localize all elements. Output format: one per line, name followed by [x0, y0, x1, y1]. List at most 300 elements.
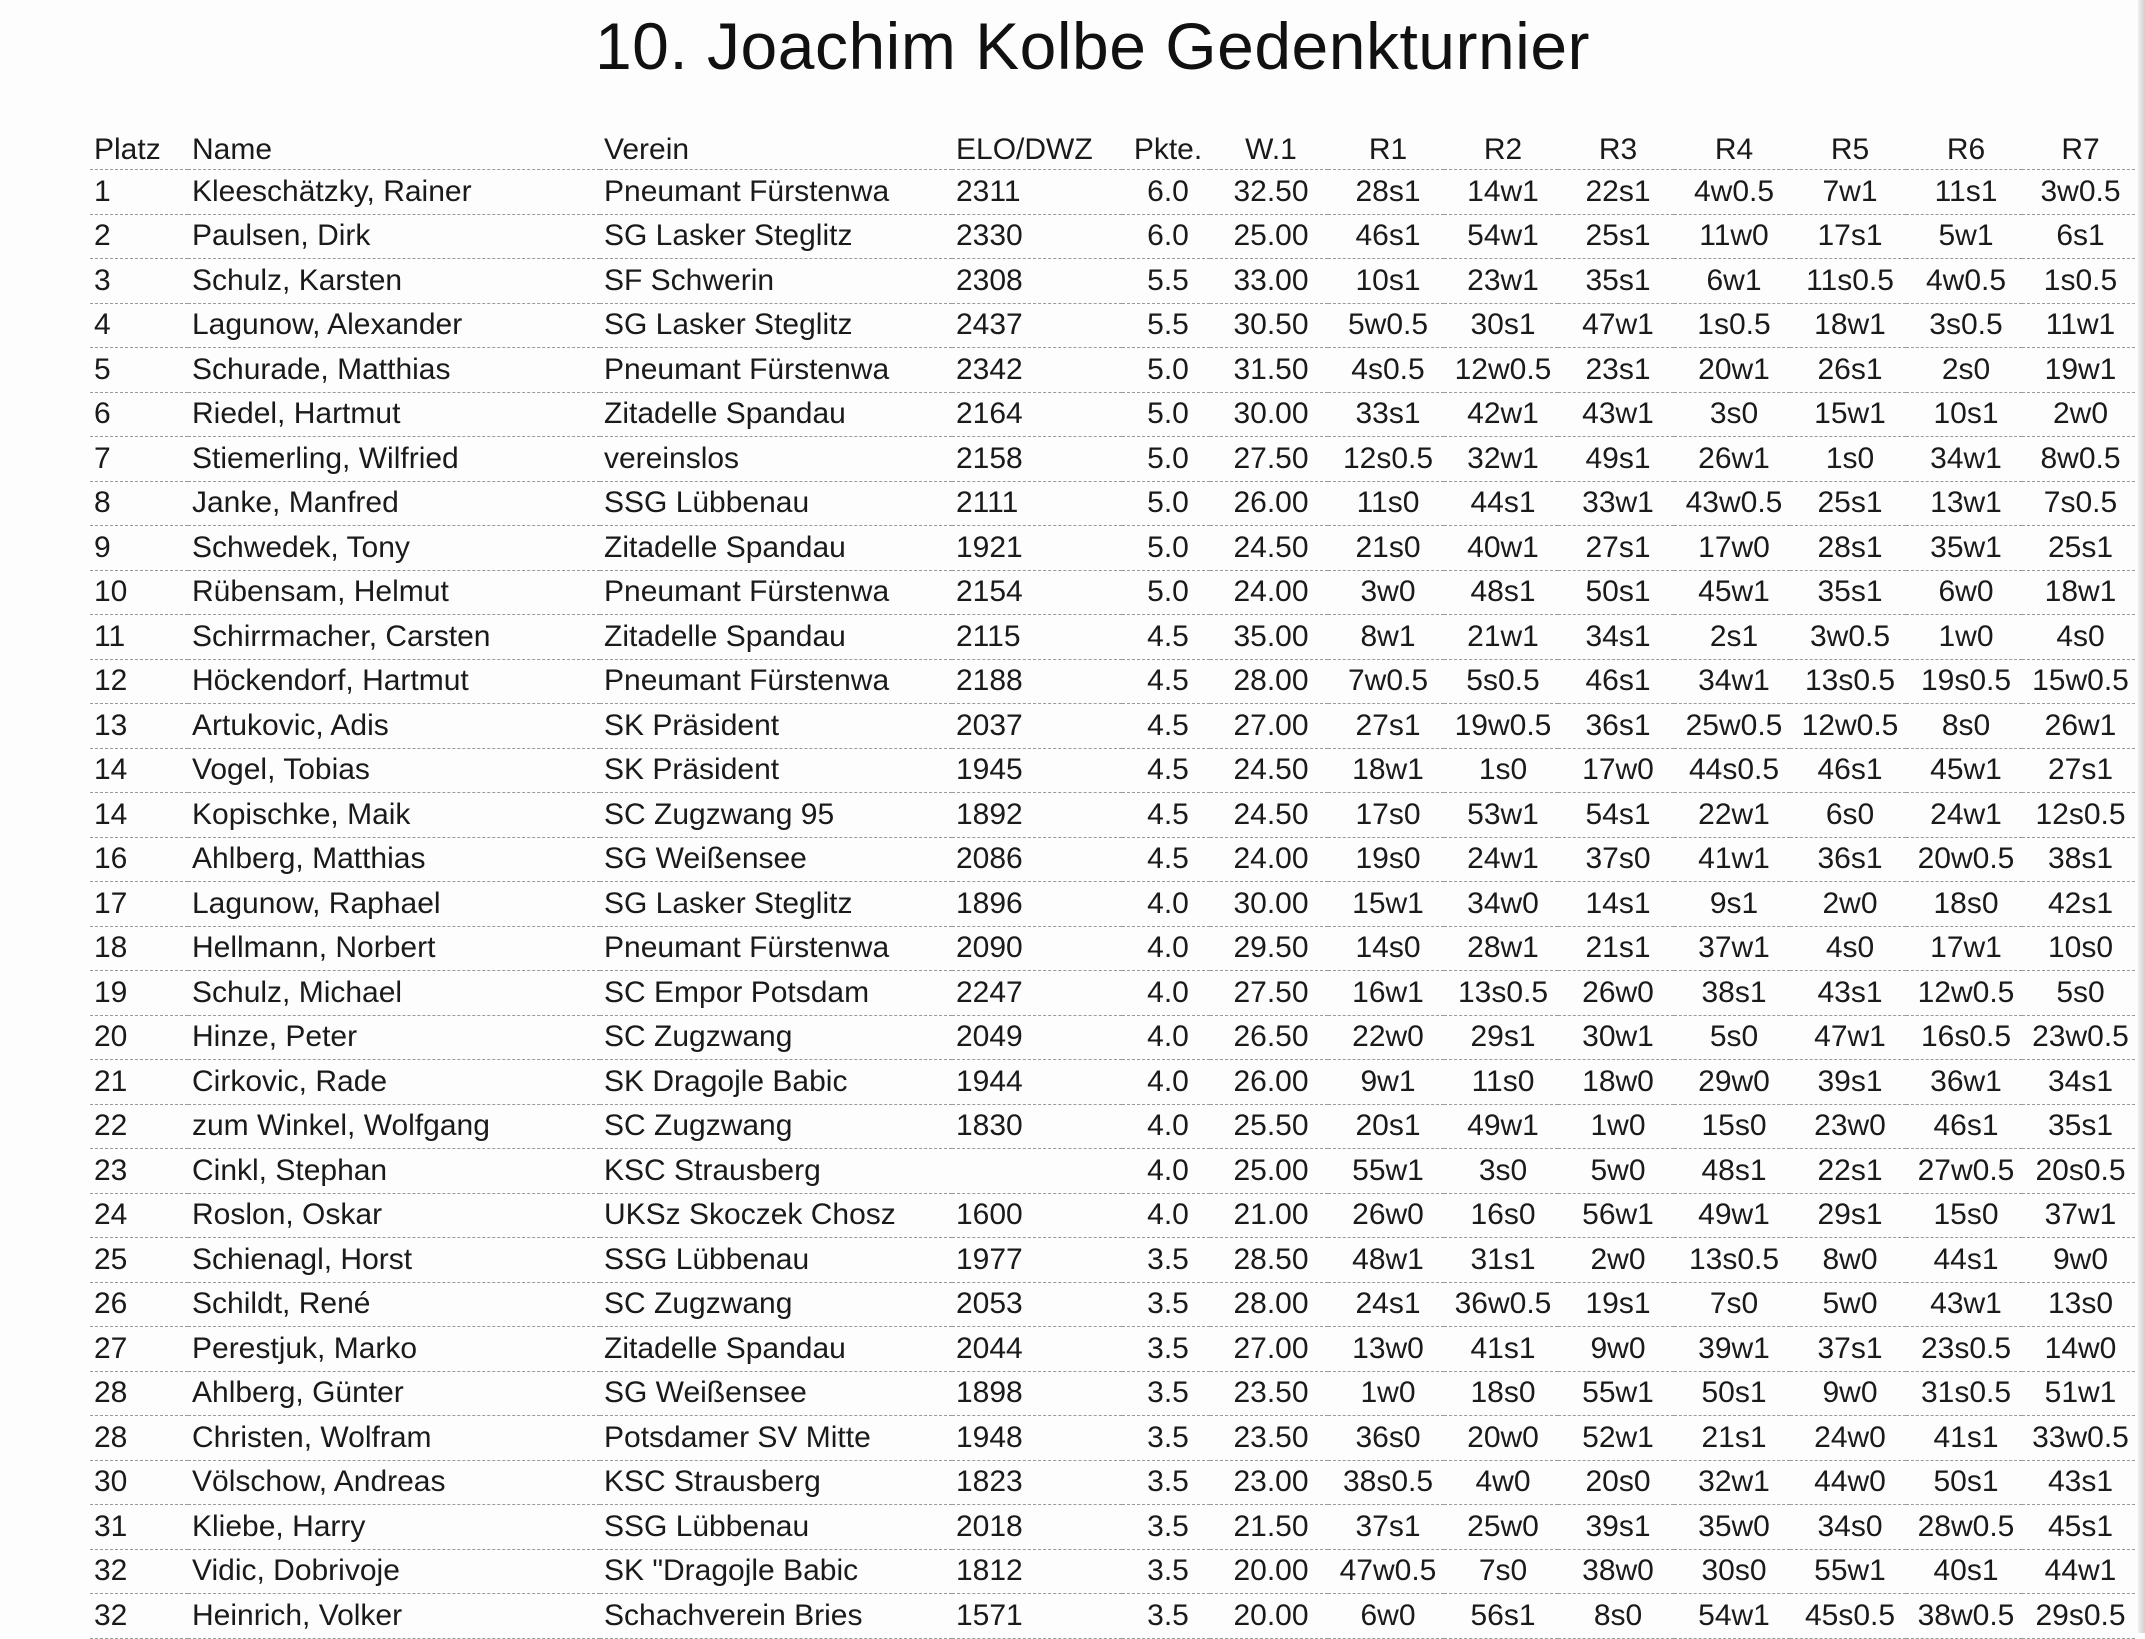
cell-verein: Pneumant Fürstenwa [600, 570, 952, 615]
cell-r3: 5w0 [1558, 1149, 1674, 1194]
cell-r6: 50s1 [1906, 1460, 2022, 1505]
cell-r1: 7w0.5 [1328, 659, 1444, 704]
cell-r3: 1w0 [1558, 1104, 1674, 1149]
cell-r4: 32w1 [1674, 1460, 1790, 1505]
cell-w1: 23.50 [1210, 1416, 1328, 1461]
table-row [90, 348, 2135, 393]
cell-r1: 20s1 [1328, 1104, 1444, 1149]
cell-r1: 24s1 [1328, 1282, 1444, 1327]
cell-r5: 47w1 [1790, 1015, 1906, 1060]
cell-pkte: 3.5 [1122, 1505, 1210, 1550]
cell-r1: 18w1 [1328, 748, 1444, 793]
cell-r3: 23s1 [1558, 348, 1674, 393]
cell-r2: 41s1 [1444, 1327, 1558, 1372]
cell-platz: 9 [90, 526, 188, 571]
cell-elo-dwz: 2049 [952, 1015, 1122, 1060]
cell-r5: 29s1 [1790, 1193, 1906, 1238]
table-row [90, 526, 2135, 571]
cell-r6: 27w0.5 [1906, 1149, 2022, 1194]
cell-r4: 3s0 [1674, 392, 1790, 437]
cell-platz: 3 [90, 259, 188, 304]
cell-name: Hellmann, Norbert [188, 926, 600, 971]
cell-w1: 21.00 [1210, 1193, 1328, 1238]
cell-name: Lagunow, Raphael [188, 882, 600, 927]
cell-r6: 17w1 [1906, 926, 2022, 971]
table-body [90, 170, 2135, 1639]
cell-r5: 46s1 [1790, 748, 1906, 793]
table-row [90, 659, 2135, 704]
cell-r4: 49w1 [1674, 1193, 1790, 1238]
cell-name: Kleeschätzky, Rainer [188, 170, 600, 215]
cell-pkte: 3.5 [1122, 1282, 1210, 1327]
cell-r7: 7s0.5 [2022, 481, 2135, 526]
cell-r5: 23w0 [1790, 1104, 1906, 1149]
cell-r5: 18w1 [1790, 303, 1906, 348]
cell-platz: 31 [90, 1505, 188, 1550]
cell-r3: 9w0 [1558, 1327, 1674, 1372]
cell-r7: 27s1 [2022, 748, 2135, 793]
cell-pkte: 5.0 [1122, 481, 1210, 526]
cell-r6: 34w1 [1906, 437, 2022, 482]
cell-r2: 40w1 [1444, 526, 1558, 571]
cell-platz: 7 [90, 437, 188, 482]
cell-r1: 28s1 [1328, 170, 1444, 215]
cell-elo-dwz: 2053 [952, 1282, 1122, 1327]
cell-w1: 24.50 [1210, 793, 1328, 838]
cell-r7: 51w1 [2022, 1371, 2135, 1416]
table-row [90, 1238, 2135, 1283]
cell-name: Lagunow, Alexander [188, 303, 600, 348]
cell-r2: 20w0 [1444, 1416, 1558, 1461]
cell-r3: 50s1 [1558, 570, 1674, 615]
cell-r7: 45s1 [2022, 1505, 2135, 1550]
cell-r7: 12s0.5 [2022, 793, 2135, 838]
cell-r4: 7s0 [1674, 1282, 1790, 1327]
cell-r4: 29w0 [1674, 1060, 1790, 1105]
cell-r1: 11s0 [1328, 481, 1444, 526]
cell-verein: SG Weißensee [600, 1371, 952, 1416]
cell-platz: 25 [90, 1238, 188, 1283]
cell-name: Cirkovic, Rade [188, 1060, 600, 1105]
cell-r5: 34s0 [1790, 1505, 1906, 1550]
cell-r6: 6w0 [1906, 570, 2022, 615]
cell-elo-dwz: 2342 [952, 348, 1122, 393]
cell-r5: 6s0 [1790, 793, 1906, 838]
cell-r7: 35s1 [2022, 1104, 2135, 1149]
cell-verein: SSG Lübbenau [600, 1505, 952, 1550]
cell-verein: SG Lasker Steglitz [600, 303, 952, 348]
cell-r5: 44w0 [1790, 1460, 1906, 1505]
cell-name: Hinze, Peter [188, 1015, 600, 1060]
cell-r4: 44s0.5 [1674, 748, 1790, 793]
column-header-name: Name [192, 133, 273, 166]
cell-elo-dwz: 1921 [952, 526, 1122, 571]
cell-platz: 32 [90, 1594, 188, 1639]
cell-r7: 3w0.5 [2022, 170, 2135, 215]
column-header-r4: R4 [1714, 133, 1754, 166]
cell-w1: 30.00 [1210, 392, 1328, 437]
cell-r1: 38s0.5 [1328, 1460, 1444, 1505]
cell-verein: SK Präsident [600, 704, 952, 749]
cell-name: Schurade, Matthias [188, 348, 600, 393]
cell-r5: 39s1 [1790, 1060, 1906, 1105]
table-row [90, 1505, 2135, 1550]
cell-r5: 1s0 [1790, 437, 1906, 482]
cell-r1: 1w0 [1328, 1371, 1444, 1416]
cell-pkte: 4.0 [1122, 1015, 1210, 1060]
cell-r7: 5s0 [2022, 971, 2135, 1016]
cell-r3: 33w1 [1558, 481, 1674, 526]
cell-r7: 10s0 [2022, 926, 2135, 971]
cell-r4: 37w1 [1674, 926, 1790, 971]
cell-name: Artukovic, Adis [188, 704, 600, 749]
cell-r3: 34s1 [1558, 615, 1674, 660]
column-header-r3: R3 [1598, 133, 1638, 166]
table-row [90, 303, 2135, 348]
cell-r3: 26w0 [1558, 971, 1674, 1016]
cell-r6: 10s1 [1906, 392, 2022, 437]
cell-r1: 9w1 [1328, 1060, 1444, 1105]
cell-elo-dwz: 1898 [952, 1371, 1122, 1416]
cell-verein: Zitadelle Spandau [600, 1327, 952, 1372]
cell-r6: 18s0 [1906, 882, 2022, 927]
cell-w1: 27.00 [1210, 1327, 1328, 1372]
cell-w1: 25.50 [1210, 1104, 1328, 1149]
table-row [90, 1015, 2135, 1060]
column-header-platz: Platz [94, 133, 161, 166]
cell-r6: 8s0 [1906, 704, 2022, 749]
cell-verein: vereinslos [600, 437, 952, 482]
cell-w1: 28.00 [1210, 1282, 1328, 1327]
cell-elo-dwz [952, 1149, 1122, 1194]
cell-pkte: 4.0 [1122, 971, 1210, 1016]
cell-r6: 13w1 [1906, 481, 2022, 526]
cell-r5: 11s0.5 [1790, 259, 1906, 304]
cell-r3: 22s1 [1558, 170, 1674, 215]
cell-w1: 23.00 [1210, 1460, 1328, 1505]
cell-r2: 36w0.5 [1444, 1282, 1558, 1327]
cell-verein: Schachverein Bries [600, 1594, 952, 1639]
cell-platz: 28 [90, 1371, 188, 1416]
cell-r2: 16s0 [1444, 1193, 1558, 1238]
cell-name: Schienagl, Horst [188, 1238, 600, 1283]
cell-r4: 43w0.5 [1674, 481, 1790, 526]
cell-name: Roslon, Oskar [188, 1193, 600, 1238]
table-row [90, 392, 2135, 437]
cell-pkte: 3.5 [1122, 1238, 1210, 1283]
cell-w1: 29.50 [1210, 926, 1328, 971]
cell-elo-dwz: 2308 [952, 259, 1122, 304]
cell-r3: 18w0 [1558, 1060, 1674, 1105]
cell-r7: 19w1 [2022, 348, 2135, 393]
cell-verein: SG Weißensee [600, 837, 952, 882]
cell-r1: 15w1 [1328, 882, 1444, 927]
cell-r1: 48w1 [1328, 1238, 1444, 1283]
cell-elo-dwz: 2111 [952, 481, 1122, 526]
cell-r3: 46s1 [1558, 659, 1674, 704]
page-title: 10. Joachim Kolbe Gedenkturnier [594, 9, 1591, 83]
cell-r3: 14s1 [1558, 882, 1674, 927]
table-row [90, 793, 2135, 838]
cell-r7: 15w0.5 [2022, 659, 2135, 704]
cell-platz: 26 [90, 1282, 188, 1327]
cell-name: Schulz, Michael [188, 971, 600, 1016]
cell-pkte: 4.5 [1122, 748, 1210, 793]
cell-platz: 1 [90, 170, 188, 215]
cell-r5: 2w0 [1790, 882, 1906, 927]
cell-verein: Pneumant Fürstenwa [600, 170, 952, 215]
cell-name: Schwedek, Tony [188, 526, 600, 571]
cell-r2: 31s1 [1444, 1238, 1558, 1283]
cell-r3: 37s0 [1558, 837, 1674, 882]
cell-platz: 23 [90, 1149, 188, 1194]
cell-w1: 20.00 [1210, 1549, 1328, 1594]
cell-r7: 20s0.5 [2022, 1149, 2135, 1194]
cell-r7: 14w0 [2022, 1327, 2135, 1372]
cell-r2: 11s0 [1444, 1060, 1558, 1105]
cell-pkte: 4.5 [1122, 704, 1210, 749]
cell-r2: 12w0.5 [1444, 348, 1558, 393]
cell-r7: 25s1 [2022, 526, 2135, 571]
cell-name: Stiemerling, Wilfried [188, 437, 600, 482]
cell-r1: 3w0 [1328, 570, 1444, 615]
column-header-verein: Verein [604, 133, 690, 166]
cell-w1: 26.50 [1210, 1015, 1328, 1060]
cell-elo-dwz: 2037 [952, 704, 1122, 749]
cell-r6: 44s1 [1906, 1238, 2022, 1283]
cell-platz: 11 [90, 615, 188, 660]
cell-r4: 5s0 [1674, 1015, 1790, 1060]
cell-verein: SF Schwerin [600, 259, 952, 304]
cell-name: Schirrmacher, Carsten [188, 615, 600, 660]
cell-r4: 34w1 [1674, 659, 1790, 704]
cell-r2: 4w0 [1444, 1460, 1558, 1505]
cell-verein: SSG Lübbenau [600, 1238, 952, 1283]
cell-name: Perestjuk, Marko [188, 1327, 600, 1372]
cell-r4: 13s0.5 [1674, 1238, 1790, 1283]
cell-r6: 19s0.5 [1906, 659, 2022, 704]
cell-pkte: 3.5 [1122, 1327, 1210, 1372]
table-row [90, 1104, 2135, 1149]
column-header-w1: W.1 [1245, 133, 1297, 166]
cell-r2: 34w0 [1444, 882, 1558, 927]
cell-verein: SK Dragojle Babic [600, 1060, 952, 1105]
cell-name: Kopischke, Maik [188, 793, 600, 838]
cell-r1: 10s1 [1328, 259, 1444, 304]
cell-r5: 5w0 [1790, 1282, 1906, 1327]
cell-name: Höckendorf, Hartmut [188, 659, 600, 704]
cell-w1: 28.00 [1210, 659, 1328, 704]
cell-r2: 23w1 [1444, 259, 1558, 304]
cell-r3: 49s1 [1558, 437, 1674, 482]
cell-verein: Pneumant Fürstenwa [600, 348, 952, 393]
cell-r2: 14w1 [1444, 170, 1558, 215]
cell-r4: 1s0.5 [1674, 303, 1790, 348]
cell-r2: 44s1 [1444, 481, 1558, 526]
cell-platz: 27 [90, 1327, 188, 1372]
cell-verein: KSC Strausberg [600, 1460, 952, 1505]
cell-r2: 28w1 [1444, 926, 1558, 971]
cell-r4: 30s0 [1674, 1549, 1790, 1594]
cell-name: zum Winkel, Wolfgang [188, 1104, 600, 1149]
cell-r2: 5s0.5 [1444, 659, 1558, 704]
cell-r4: 15s0 [1674, 1104, 1790, 1149]
cell-name: Rübensam, Helmut [188, 570, 600, 615]
cell-r6: 20w0.5 [1906, 837, 2022, 882]
cell-verein: SC Empor Potsdam [600, 971, 952, 1016]
cell-r5: 25s1 [1790, 481, 1906, 526]
cell-r3: 55w1 [1558, 1371, 1674, 1416]
cell-verein: SSG Lübbenau [600, 481, 952, 526]
cell-r2: 30s1 [1444, 303, 1558, 348]
cell-r7: 18w1 [2022, 570, 2135, 615]
cell-r2: 54w1 [1444, 214, 1558, 259]
cell-r7: 9w0 [2022, 1238, 2135, 1283]
table-header [90, 125, 2135, 170]
column-header-r1: R1 [1368, 133, 1408, 166]
table-row [90, 1460, 2135, 1505]
cell-r4: 45w1 [1674, 570, 1790, 615]
cell-r3: 54s1 [1558, 793, 1674, 838]
cell-r4: 9s1 [1674, 882, 1790, 927]
cell-elo-dwz: 1896 [952, 882, 1122, 927]
cell-r1: 22w0 [1328, 1015, 1444, 1060]
cell-r1: 55w1 [1328, 1149, 1444, 1194]
cell-r5: 24w0 [1790, 1416, 1906, 1461]
cell-elo-dwz: 2247 [952, 971, 1122, 1016]
cell-r3: 19s1 [1558, 1282, 1674, 1327]
cell-pkte: 4.0 [1122, 1193, 1210, 1238]
cell-r2: 7s0 [1444, 1549, 1558, 1594]
cell-w1: 28.50 [1210, 1238, 1328, 1283]
column-header-r5: R5 [1830, 133, 1870, 166]
cell-verein: Pneumant Fürstenwa [600, 926, 952, 971]
cell-w1: 31.50 [1210, 348, 1328, 393]
cell-r4: 41w1 [1674, 837, 1790, 882]
cell-r6: 24w1 [1906, 793, 2022, 838]
cell-pkte: 5.0 [1122, 392, 1210, 437]
cell-r3: 35s1 [1558, 259, 1674, 304]
cell-pkte: 5.5 [1122, 259, 1210, 304]
cell-r1: 36s0 [1328, 1416, 1444, 1461]
cell-r6: 41s1 [1906, 1416, 2022, 1461]
cell-verein: SC Zugzwang [600, 1104, 952, 1149]
cell-r7: 37w1 [2022, 1193, 2135, 1238]
cell-name: Christen, Wolfram [188, 1416, 600, 1461]
cell-elo-dwz: 1977 [952, 1238, 1122, 1283]
cell-r5: 37s1 [1790, 1327, 1906, 1372]
cell-r6: 23s0.5 [1906, 1327, 2022, 1372]
cell-r6: 12w0.5 [1906, 971, 2022, 1016]
table-row [90, 882, 2135, 927]
cell-w1: 21.50 [1210, 1505, 1328, 1550]
cell-pkte: 4.5 [1122, 793, 1210, 838]
cell-r2: 53w1 [1444, 793, 1558, 838]
cell-r2: 3s0 [1444, 1149, 1558, 1194]
cell-verein: SK Präsident [600, 748, 952, 793]
cell-r7: 6s1 [2022, 214, 2135, 259]
cell-w1: 32.50 [1210, 170, 1328, 215]
cell-r6: 3s0.5 [1906, 303, 2022, 348]
cell-elo-dwz: 2158 [952, 437, 1122, 482]
cell-platz: 22 [90, 1104, 188, 1149]
cell-elo-dwz: 2188 [952, 659, 1122, 704]
cell-r7: 11w1 [2022, 303, 2135, 348]
cell-r5: 8w0 [1790, 1238, 1906, 1283]
cell-w1: 20.00 [1210, 1594, 1328, 1639]
cell-r6: 36w1 [1906, 1060, 2022, 1105]
cell-w1: 24.00 [1210, 837, 1328, 882]
cell-r5: 13s0.5 [1790, 659, 1906, 704]
cell-w1: 24.50 [1210, 748, 1328, 793]
cell-r6: 43w1 [1906, 1282, 2022, 1327]
cell-name: Heinrich, Volker [188, 1594, 600, 1639]
table-row [90, 570, 2135, 615]
cell-r4: 20w1 [1674, 348, 1790, 393]
cell-name: Völschow, Andreas [188, 1460, 600, 1505]
cell-r1: 33s1 [1328, 392, 1444, 437]
cell-r2: 49w1 [1444, 1104, 1558, 1149]
cell-elo-dwz: 1945 [952, 748, 1122, 793]
cell-pkte: 6.0 [1122, 170, 1210, 215]
cell-name: Cinkl, Stephan [188, 1149, 600, 1194]
cell-name: Schulz, Karsten [188, 259, 600, 304]
cell-r7: 33w0.5 [2022, 1416, 2135, 1461]
cell-r4: 38s1 [1674, 971, 1790, 1016]
table-row [90, 704, 2135, 749]
cell-r5: 7w1 [1790, 170, 1906, 215]
cell-r7: 34s1 [2022, 1060, 2135, 1105]
cell-r1: 6w0 [1328, 1594, 1444, 1639]
cell-r1: 46s1 [1328, 214, 1444, 259]
cell-pkte: 3.5 [1122, 1460, 1210, 1505]
cell-r2: 24w1 [1444, 837, 1558, 882]
cell-elo-dwz: 1944 [952, 1060, 1122, 1105]
cell-r5: 43s1 [1790, 971, 1906, 1016]
cell-platz: 4 [90, 303, 188, 348]
cell-r6: 1w0 [1906, 615, 2022, 660]
cell-r6: 45w1 [1906, 748, 2022, 793]
cell-w1: 26.00 [1210, 1060, 1328, 1105]
cell-r6: 35w1 [1906, 526, 2022, 571]
cell-elo-dwz: 1571 [952, 1594, 1122, 1639]
cell-r7: 23w0.5 [2022, 1015, 2135, 1060]
cell-r7: 29s0.5 [2022, 1594, 2135, 1639]
cell-pkte: 4.5 [1122, 615, 1210, 660]
cell-w1: 25.00 [1210, 1149, 1328, 1194]
cell-verein: SG Lasker Steglitz [600, 882, 952, 927]
cell-r3: 8s0 [1558, 1594, 1674, 1639]
cell-elo-dwz: 1600 [952, 1193, 1122, 1238]
cell-r3: 20s0 [1558, 1460, 1674, 1505]
cell-r3: 39s1 [1558, 1505, 1674, 1550]
cell-r1: 37s1 [1328, 1505, 1444, 1550]
cell-verein: Zitadelle Spandau [600, 392, 952, 437]
cell-elo-dwz: 2090 [952, 926, 1122, 971]
cell-r3: 2w0 [1558, 1238, 1674, 1283]
cell-pkte: 3.5 [1122, 1594, 1210, 1639]
cell-verein: Pneumant Fürstenwa [600, 659, 952, 704]
cell-r3: 36s1 [1558, 704, 1674, 749]
cell-pkte: 5.5 [1122, 303, 1210, 348]
cell-r1: 5w0.5 [1328, 303, 1444, 348]
cell-r6: 38w0.5 [1906, 1594, 2022, 1639]
cell-name: Ahlberg, Günter [188, 1371, 600, 1416]
cell-r4: 35w0 [1674, 1505, 1790, 1550]
cell-r6: 5w1 [1906, 214, 2022, 259]
cell-r1: 47w0.5 [1328, 1549, 1444, 1594]
cell-w1: 33.00 [1210, 259, 1328, 304]
